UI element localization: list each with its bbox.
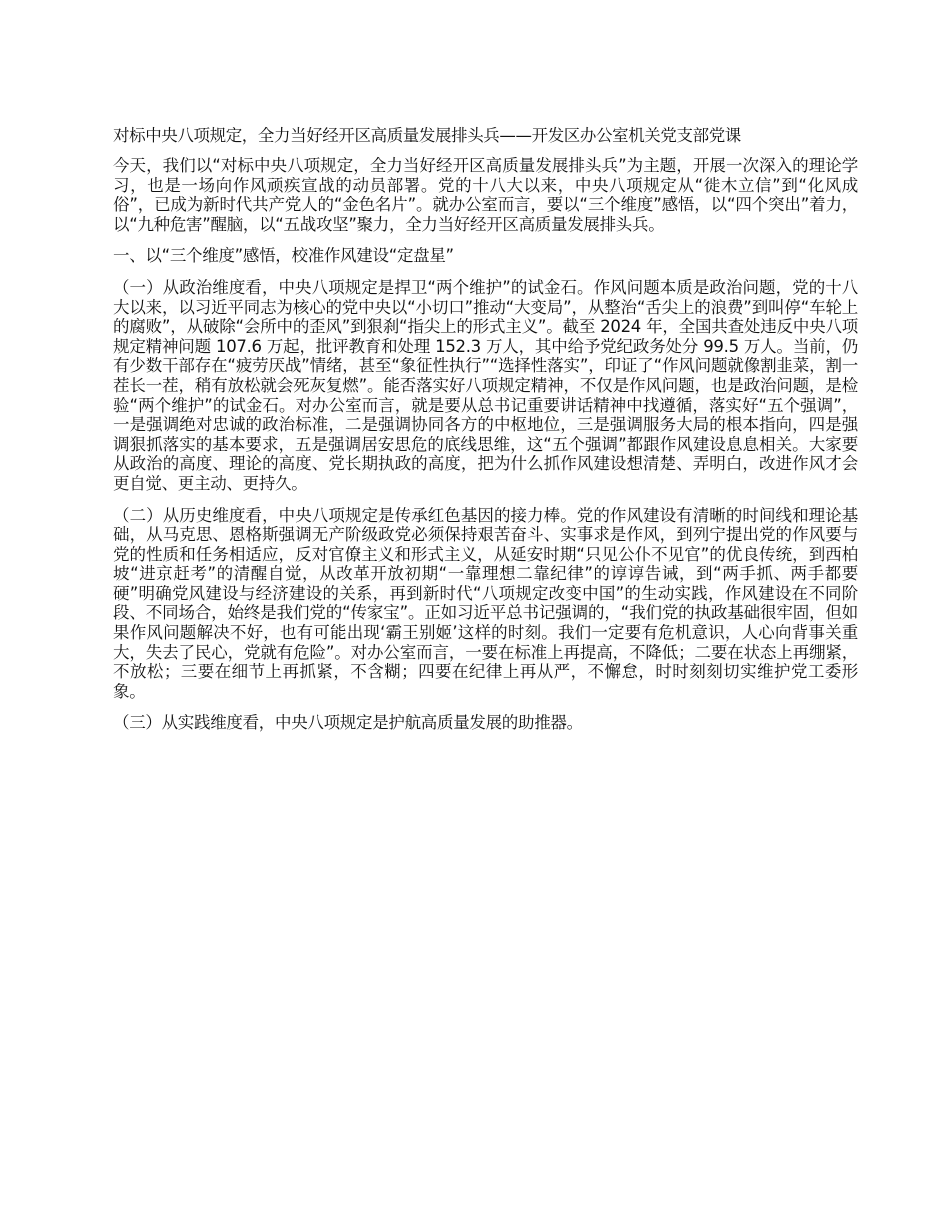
paragraph-practical-dimension: （三）从实践维度看，中央八项规定是护航高质量发展的助推器。: [113, 713, 583, 733]
section-heading-1: 一、以“三个维度”感悟，校准作风建设“定盘星”: [113, 246, 454, 266]
intro-paragraph: 今天，我们以“对标中央八项规定，全力当好经开区高质量发展排头兵”为主题，开展一次深入的理论学习，也是一场向作风顽疾宣战的动员部署。党的十八大以来，中央八项规定从“徙木立信”到“化风成俗”，已成为新时代共产党人的“金色名片”。就办公室而言，要以“三个维度”感悟，以“四个突出”着力，以“九种危害”醒脑，以“五战攻坚”聚力，全力当好经开区高质量发展排头兵。: [113, 156, 858, 234]
paragraph-historical-dimension: （二）从历史维度看，中央八项规定是传承红色基因的接力棒。党的作风建设有清晰的时间线和理论基础，从马克思、恩格斯强调无产阶级政党必须保持艰苦奋斗、实事求是作风，到列宁提出党的作风要与党的性质和任务相适应，反对官僚主义和形式主义，从延安时期“只见公仆不见官”的优良传统，到西柏坡“进京赶考”的清醒自觉，从改革开放初期“一靠理想二靠纪律”的谆谆告诫，到“两手抓、两手都要硬”明确党风建设与经济建设的关系，再到新时代“八项规定改变中国”的生动实践，作风建设在不同阶段、不同场合，始终是我们党的“传家宝”。正如习近平总书记强调的，“我们党的执政基础很牢固，但如果作风问题解决不好，也有可能出现‘霸王别姬’这样的时刻。我们一定要有危机意识，人心向背事关重大，失去了民心，党就有危险”。对办公室而言，一要在标准上再提高，不降低；二要在状态上再绷紧，不放松；三要在细节上再抓紧，不含糊；四要在纪律上再从严，不懈怠，时时刻刻切实维护党工委形象。: [113, 505, 858, 701]
document-page: [113, 125, 858, 745]
paragraph-political-dimension: （一）从政治维度看，中央八项规定是捍卫“两个维护”的试金石。作风问题本质是政治问题，党的十八大以来，以习近平同志为核心的党中央以“小切口”推动“大变局”，从整治“舌尖上的浪费”到叫停“车轮上的腐败”，从破除“会所中的歪风”到狠刹“指尖上的形式主义”。截至 2024 年，全国共查处违反中央八项规定精神问题 107.6 万起，批评教育和处理 152.3 万人，其中给予党纪政务处分 99.5 万人。当前，仍有少数干部存在“疲劳厌战”情绪，甚至“象征性执行”“选择性落实”，印证了“作风问题就像割韭菜，割一茬长一茬，稍有放松就会死灰复燃”。能否落实好八项规定精神，不仅是作风问题，也是政治问题，是检验“两个维护”的试金石。对办公室而言，就是要从总书记重要讲话精神中找遵循，落实好“五个强调”，一是强调绝对忠诚的政治标准，二是强调协同各方的中枢地位，三是强调服务大局的根本指向，四是强调狠抓落实的基本要求，五是强调居安思危的底线思维，这“五个强调”都跟作风建设息息相关。大家要从政治的高度、理论的高度、党长期执政的高度，把为什么抓作风建设想清楚、弄明白，改进作风才会更自觉、更主动、更持久。: [113, 277, 858, 493]
document-title: 对标中央八项规定，全力当好经开区高质量发展排头兵——开发区办公室机关党支部党课: [113, 126, 741, 145]
